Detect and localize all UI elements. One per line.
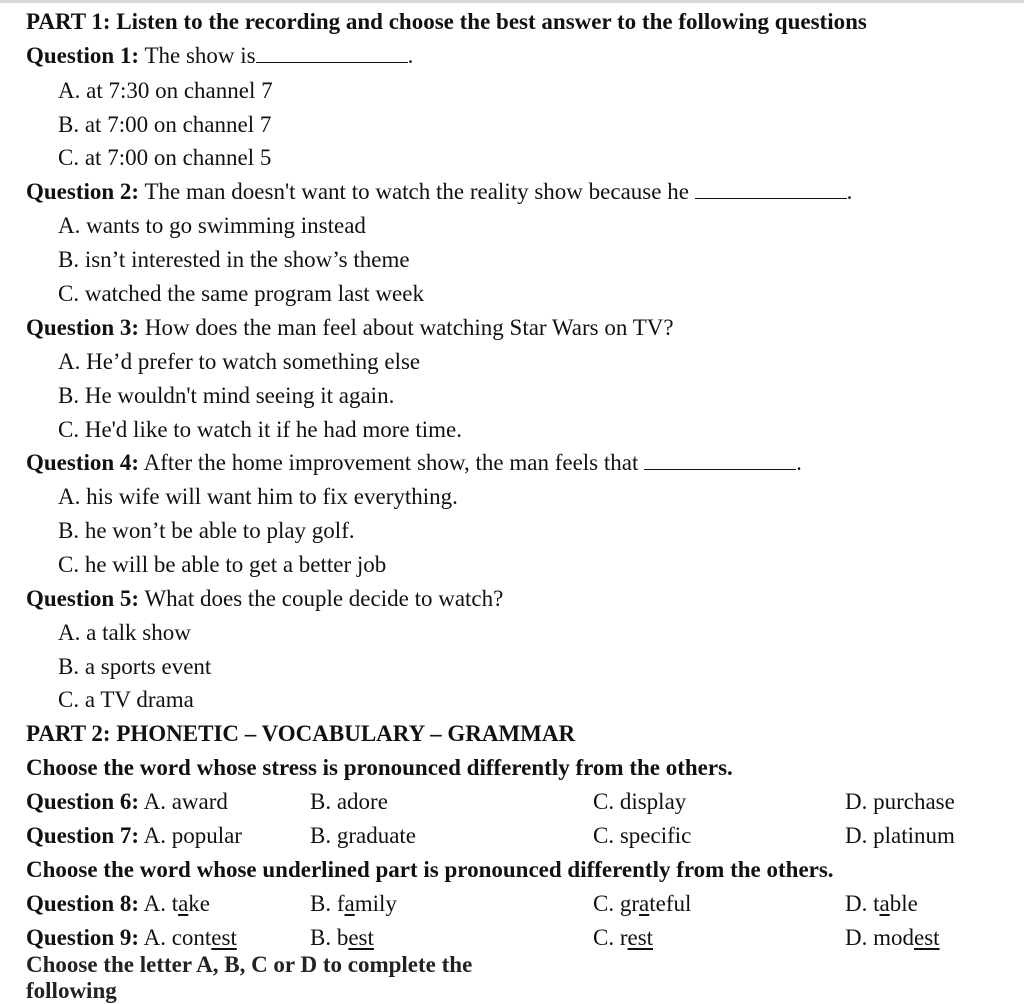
question-3-text: How does the man feel about watching Star Wars on TV?	[144, 315, 674, 340]
question-4	[26, 449, 802, 477]
question-4-option-a: A. his wife will want him to fix everything.	[58, 484, 458, 509]
question-3-label: Question 3:	[26, 315, 140, 340]
question-6-option-c: C. display	[593, 789, 687, 814]
question-8-option-c: C. grateful	[593, 891, 692, 916]
question-5	[26, 585, 503, 613]
question-3	[26, 314, 674, 342]
question-9	[26, 924, 237, 952]
answer-blank	[695, 180, 847, 199]
question-1-text: The show is	[144, 43, 256, 68]
question-9-option-a: A. contest	[143, 925, 237, 950]
question-2-option-a: A. wants to go swimming instead	[58, 213, 366, 238]
question-6-option-b: B. adore	[310, 789, 388, 814]
period: .	[846, 179, 853, 204]
question-9-option-d: D. modest	[845, 925, 940, 950]
question-8-option-d: D. table	[845, 891, 918, 916]
period: .	[407, 43, 414, 68]
question-3-option-c: C. He'd like to watch it if he had more time.	[58, 417, 462, 442]
stress-instruction: Choose the word whose stress is pronounced differently from the others.	[26, 755, 733, 780]
question-3-option-a: A. He’d prefer to watch something else	[58, 349, 421, 374]
question-6-option-a: A. award	[143, 789, 228, 814]
question-4-option-c: C. he will be able to get a better job	[58, 552, 387, 577]
question-1	[26, 42, 413, 70]
question-5-option-b: B. a sports event	[58, 654, 212, 679]
top-border	[0, 0, 1024, 3]
question-7-option-d: D. platinum	[845, 823, 955, 848]
part2-heading: PART 2: PHONETIC – VOCABULARY – GRAMMAR	[26, 721, 576, 746]
question-9-option-c: C. rest	[593, 925, 654, 950]
answer-blank	[644, 451, 796, 470]
question-5-option-c: C. a TV drama	[58, 687, 194, 712]
question-8-option-b: B. family	[310, 891, 397, 916]
question-7-option-b: B. graduate	[310, 823, 417, 848]
question-7	[26, 822, 242, 850]
question-2-text: The man doesn't want to watch the reality show because he	[144, 179, 689, 204]
underline-instruction: Choose the word whose underlined part is pronounced differently from the others.	[26, 857, 834, 882]
question-8-label: Question 8:	[26, 891, 140, 916]
question-1-option-b: B. at 7:00 on channel 7	[58, 112, 272, 137]
question-8-option-a: A. take	[143, 891, 211, 916]
part1-heading: PART 1: Listen to the recording and choose the best answer to the following questions	[26, 9, 867, 34]
answer-blank	[256, 44, 408, 63]
question-1-option-c: C. at 7:00 on channel 5	[58, 145, 272, 170]
question-7-option-c: C. specific	[593, 823, 692, 848]
question-2-option-b: B. isn’t interested in the show’s theme	[58, 247, 410, 272]
question-6-label: Question 6:	[26, 789, 140, 814]
question-4-option-b: B. he won’t be able to play golf.	[58, 518, 355, 543]
question-3-option-b: B. He wouldn't mind seeing it again.	[58, 383, 395, 408]
question-7-label: Question 7:	[26, 823, 140, 848]
question-4-text: After the home improvement show, the man feels that	[143, 450, 639, 475]
question-2-option-c: C. watched the same program last week	[58, 281, 424, 306]
question-1-label: Question 1:	[26, 43, 140, 68]
period: .	[796, 450, 802, 475]
question-6-option-d: D. purchase	[845, 789, 955, 814]
question-9-option-b: B. best	[310, 925, 374, 950]
question-2	[26, 178, 852, 206]
question-8	[26, 890, 210, 918]
question-6	[26, 788, 228, 816]
cutoff-instruction-line: Choose the letter A, B, C or D to complete the following	[26, 952, 473, 1003]
question-5-text: What does the couple decide to watch?	[144, 586, 504, 611]
question-7-option-a: A. popular	[143, 823, 242, 848]
question-1-option-a: A. at 7:30 on channel 7	[58, 78, 273, 103]
question-4-label: Question 4:	[26, 450, 140, 475]
question-5-option-a: A. a talk show	[58, 620, 191, 645]
question-5-label: Question 5:	[26, 586, 140, 611]
question-2-label: Question 2:	[26, 179, 140, 204]
question-9-label: Question 9:	[26, 925, 140, 950]
